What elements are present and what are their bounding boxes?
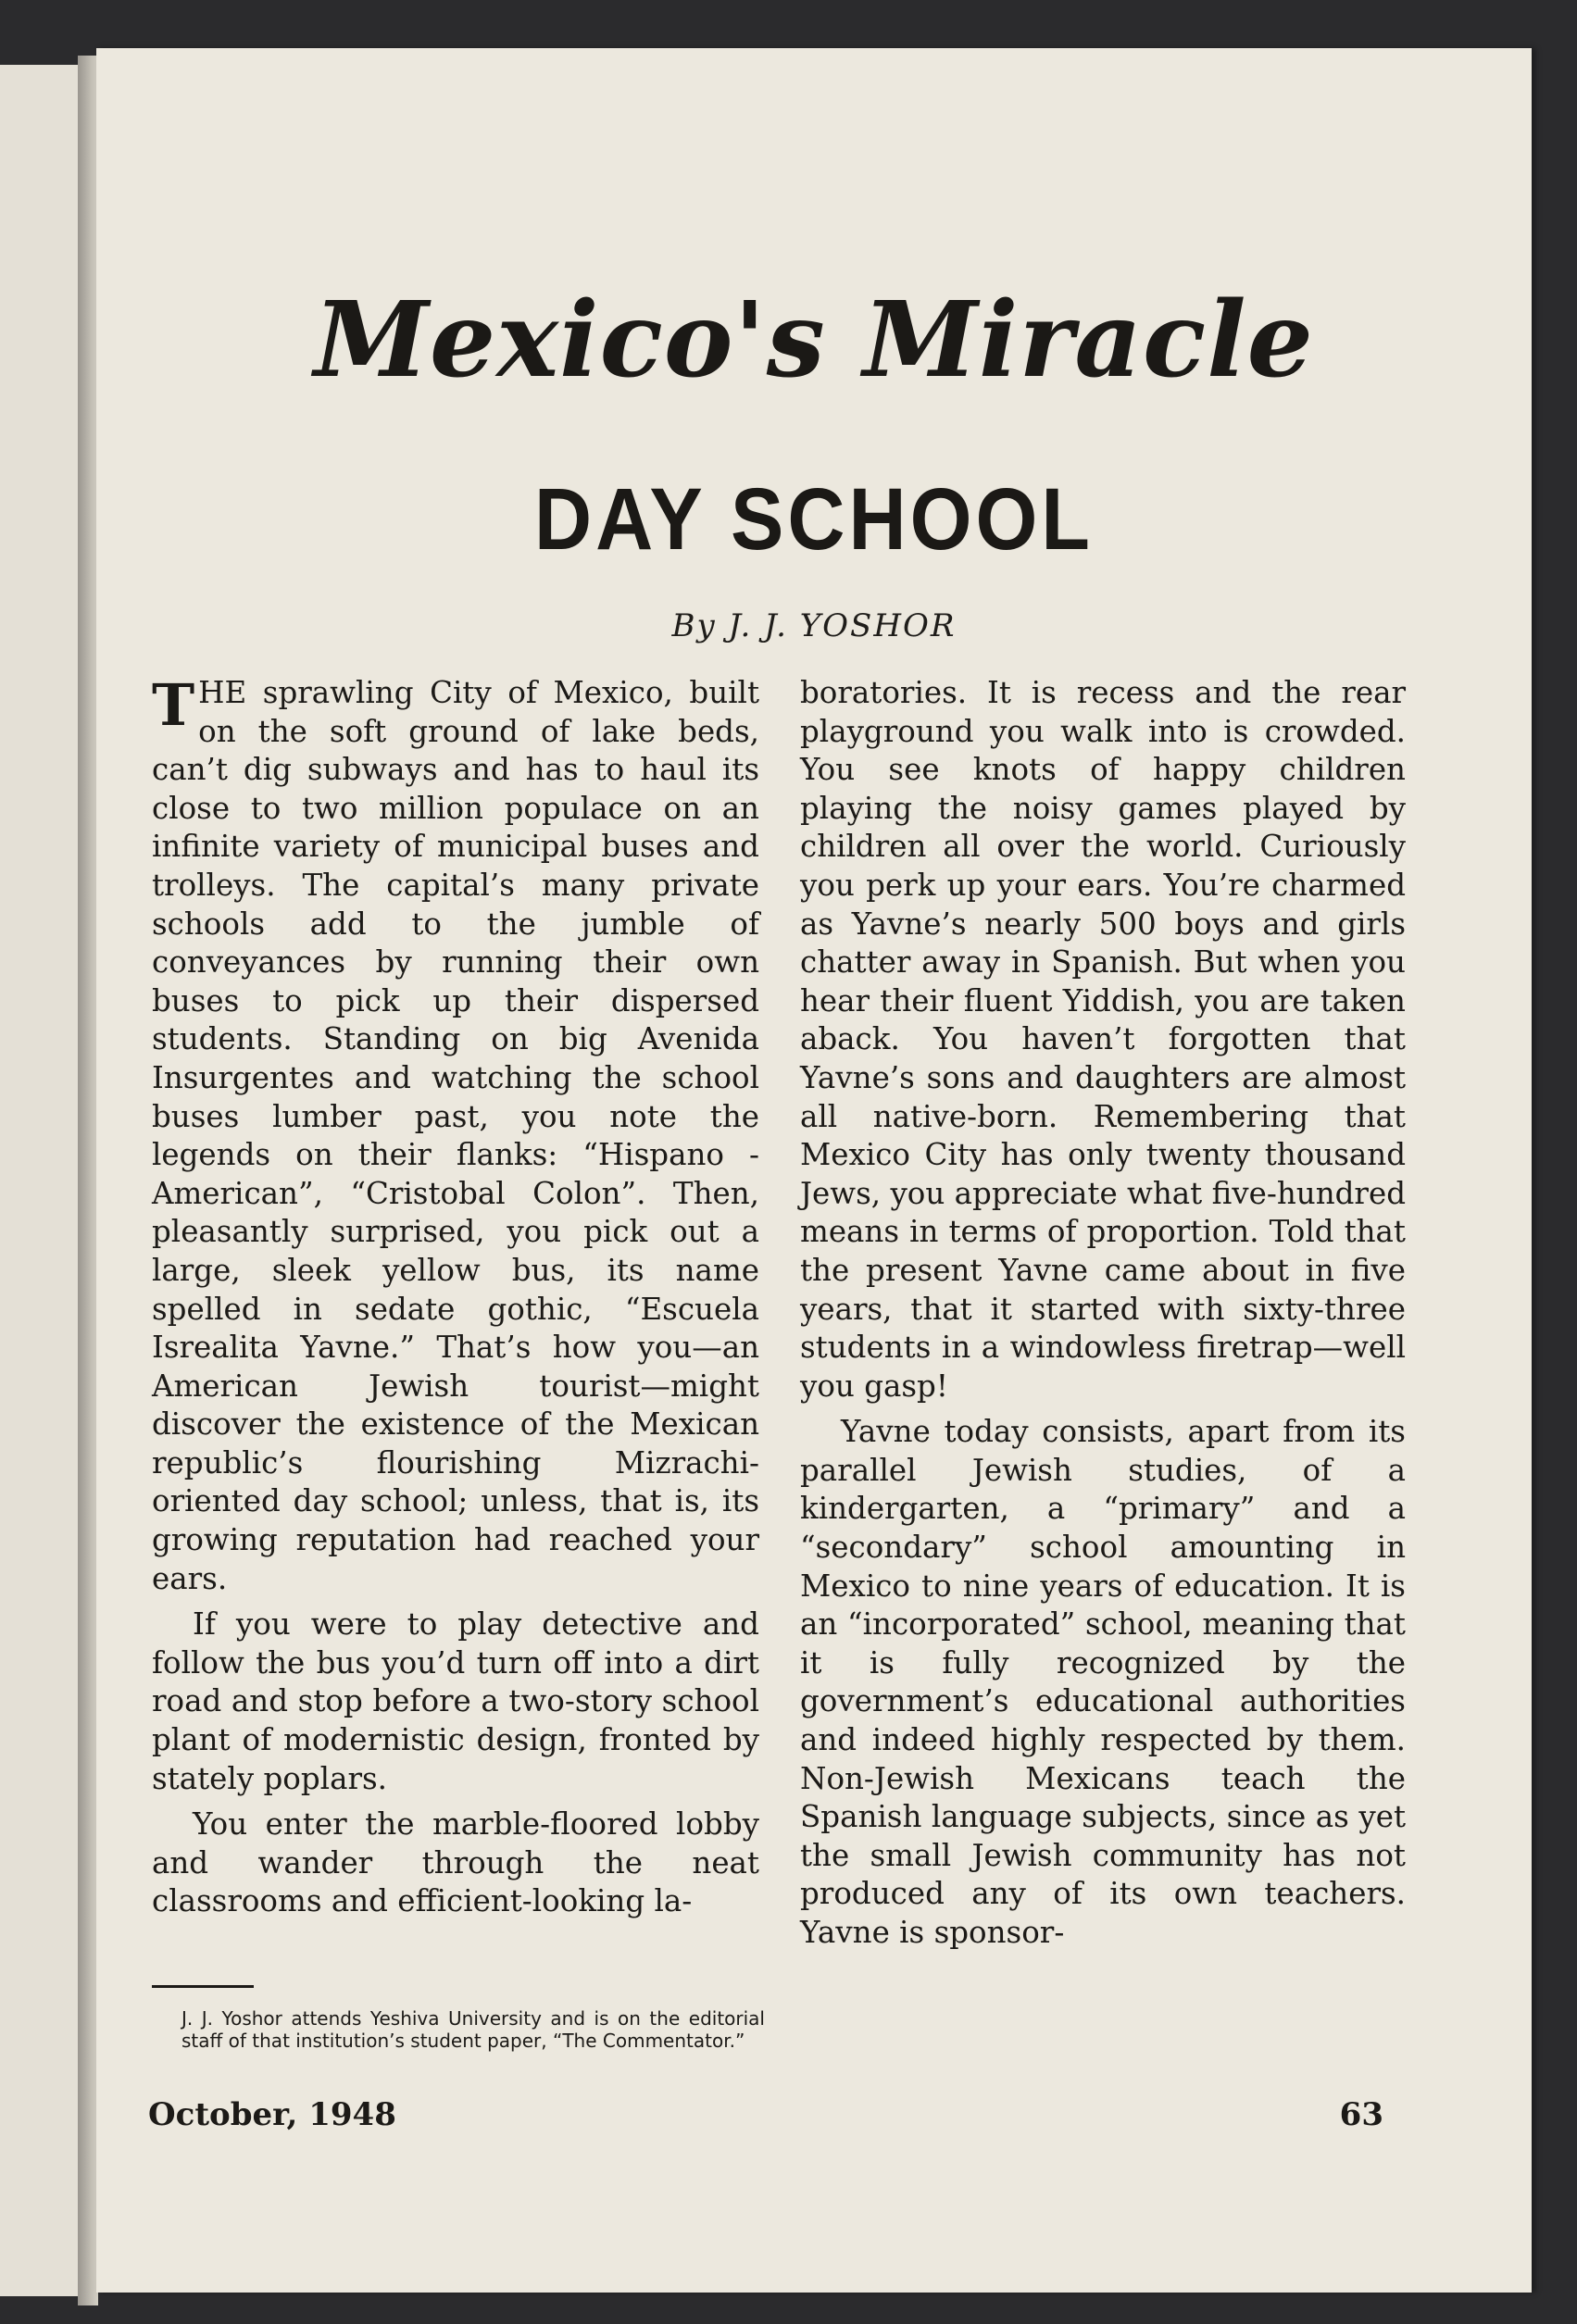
paragraph-2: If you were to play detective and follow the bus you’d turn off into a dirt road and stop before a two-story school plant of modernistic design, fronted by stately poplars.	[152, 1606, 759, 1796]
drop-cap: T	[152, 671, 195, 739]
paragraph-5: Yavne today consists, apart from its parallel Jewish studies, of a kindergarten, a “primary” and a “secondary” school amounting in Mexico to nine years of education. It is an “incorporated” school, meaning that it is fully recognized by the government’s educational authorities and indeed highly respected by them. Non-Jewish Mexicans teach the Spanish language subjects, since as yet the small Jewish community has not produced any of its own teachers. Yavne is sponsor-	[800, 1414, 1406, 1950]
article-title-block: DAY SCHOOL	[534, 470, 1094, 569]
right-column	[800, 674, 1406, 1960]
issue-date: October, 1948	[148, 2096, 396, 2133]
article-title-script: Mexico's Miracle	[314, 280, 1314, 401]
paragraph-4: boratories. It is recess and the rear playground you walk into is crowded. You see knots of happy children playing the noisy games played by children all over the world. Curiously you perk up your ears. You’re charmed as Yavne’s nearly 500 boys and girls chatter away in Spanish. But when you hear their fluent Yiddish, you are taken aback. You haven’t forgotten that Yavne’s sons and daughters are almost all native-born. Remembering that Mexico City has only twenty thousand Jews, you appreciate what five-hundred means in terms of proportion. Told that the present Yavne came about in five years, that it started with sixty-three students in a windowless firetrap—well you gasp!	[800, 675, 1406, 1404]
footnote-divider	[152, 1985, 254, 1988]
binding-gutter	[78, 56, 98, 2305]
magazine-page	[96, 48, 1532, 2293]
paragraph-1	[152, 671, 759, 1598]
left-column	[152, 671, 759, 1929]
article-byline: By J. J. YOSHOR	[671, 607, 957, 644]
paragraph-3: You enter the marble-floored lobby and wander through the neat classrooms and efficient-looking la-	[152, 1806, 759, 1919]
paragraph-1-text: HE sprawling City of Mexico, built on the soft ground of lake beds, can’t dig subways and has to haul its close to two million populace on an infinite variety of municipal buses and trolleys. The capital’s many private schools add to the jumble of conveyances by running their own buses to pick up their dispersed students. Standing on big Avenida Insurgentes and watching the school buses lumber past, you note the legends on their flanks: “Hispano - American”, “Cristobal Colon”. Then, pleasantly surprised, you pick out a large, sleek yellow bus, its name spelled in sedate gothic, “Escuela Isrealita Yavne.” That’s how you—an American Jewish tourist—might discover the existence of the Mexican republic’s flourishing Mizrachi-oriented day school; unless, that is, its growing reputation had reached your ears.	[152, 675, 759, 1596]
previous-page-edge	[0, 65, 80, 2296]
author-footnote: J. J. Yoshor attends Yeshiva University and is on the editorial staff of that institution’s student paper, “The Commentator.”	[181, 2007, 765, 2052]
page-number: 63	[1339, 2096, 1383, 2133]
